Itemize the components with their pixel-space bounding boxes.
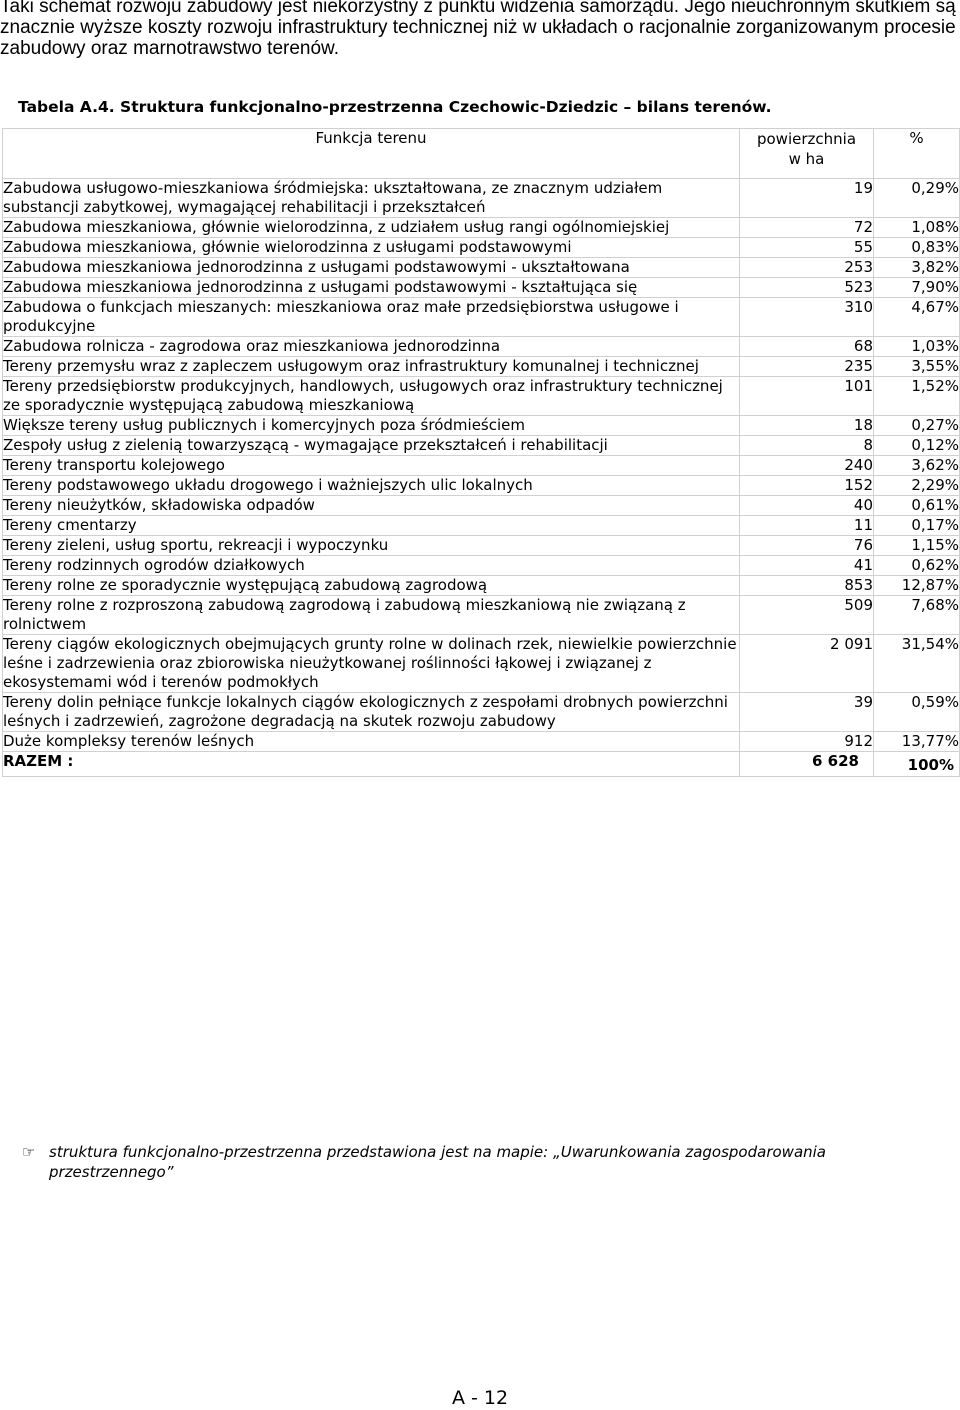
table-row — [3, 536, 960, 556]
table-row — [3, 496, 960, 516]
row-function: Tereny dolin pełniące funkcje lokalnych ciągów ekologicznych z zespołami drobnych powierzchni leśnych i zadrzewień, zagrożone degradacją na skutek rozwoju zabudowy — [3, 693, 740, 732]
table-row — [3, 693, 960, 732]
row-function: Większe tereny usług publicznych i komercyjnych poza śródmieściem — [3, 416, 740, 436]
row-area: 39 — [740, 693, 874, 732]
header-area-line2: w ha — [788, 150, 825, 168]
row-area: 40 — [740, 496, 874, 516]
row-percent: 3,82% — [874, 258, 960, 278]
row-function: Tereny transportu kolejowego — [3, 456, 740, 476]
row-area: 41 — [740, 556, 874, 576]
table-row — [3, 278, 960, 298]
row-function: Tereny rolne z rozproszoną zabudową zagrodową i zabudową mieszkaniową nie związaną z rolnictwem — [3, 596, 740, 635]
row-function: Tereny ciągów ekologicznych obejmujących grunty rolne w dolinach rzek, niewielkie powierzchnie leśne i zadrzewienia oraz zbiorowiska nieużytkowanej roślinności łąkowej i związanej z ekosystemami wód i terenów podmokłych — [3, 635, 740, 693]
row-area: 19 — [740, 179, 874, 218]
table-row — [3, 596, 960, 635]
row-function: Tereny przemysłu wraz z zapleczem usługowym oraz infrastruktury komunalnej i technicznej — [3, 357, 740, 377]
row-area: 11 — [740, 516, 874, 536]
row-area: 152 — [740, 476, 874, 496]
row-function: Tereny zieleni, usług sportu, rekreacji i wypoczynku — [3, 536, 740, 556]
row-percent: 0,29% — [874, 179, 960, 218]
table-row — [3, 377, 960, 416]
row-function: Zabudowa rolnicza - zagrodowa oraz mieszkaniowa jednorodzinna — [3, 337, 740, 357]
intro-paragraph: Taki schemat rozwoju zabudowy jest niekorzystny z punktu widzenia samorządu. Jego nieuchronnym skutkiem są znacznie wyższe koszty rozwoju infrastruktury technicznej niż w układach o racjonalnie zorganizowanym procesie zabudowy oraz marnotrawstwo terenów. — [0, 0, 956, 59]
header-percent: % — [874, 129, 960, 179]
row-area: 18 — [740, 416, 874, 436]
table-row — [3, 357, 960, 377]
row-function: Zabudowa usługowo-mieszkaniowa śródmiejska: ukształtowana, ze znacznym udziałem substancji zabytkowej, wymagającej rehabilitacji i przekształceń — [3, 179, 740, 218]
row-percent: 12,87% — [874, 576, 960, 596]
row-function: Zabudowa mieszkaniowa, głównie wielorodzinna, z udziałem usług rangi ogólnomiejskiej — [3, 218, 740, 238]
table-row — [3, 476, 960, 496]
row-function: Zabudowa mieszkaniowa, głównie wielorodzinna z usługami podstawowymi — [3, 238, 740, 258]
row-area: 68 — [740, 337, 874, 357]
header-function: Funkcja terenu — [3, 129, 740, 179]
table-row — [3, 258, 960, 278]
total-area: 6 628 — [740, 752, 874, 777]
row-area: 55 — [740, 238, 874, 258]
table-row — [3, 298, 960, 337]
table-row — [3, 238, 960, 258]
total-percent: 100% — [874, 752, 960, 777]
row-function: Tereny rolne ze sporadycznie występującą zabudową zagrodową — [3, 576, 740, 596]
row-percent: 13,77% — [874, 732, 960, 752]
table-row — [3, 218, 960, 238]
row-function: Zespoły usług z zielenią towarzyszącą - wymagające przekształceń i rehabilitacji — [3, 436, 740, 456]
header-area-line1: powierzchnia — [756, 130, 857, 148]
row-percent: 1,03% — [874, 337, 960, 357]
page-number: A - 12 — [451, 1387, 509, 1409]
row-percent: 2,29% — [874, 476, 960, 496]
table-row — [3, 179, 960, 218]
row-area: 240 — [740, 456, 874, 476]
row-area: 72 — [740, 218, 874, 238]
header-area — [740, 129, 874, 179]
map-reference-note — [22, 1142, 922, 1182]
row-function: Duże kompleksy terenów leśnych — [3, 732, 740, 752]
table-row — [3, 732, 960, 752]
row-function: Zabudowa mieszkaniowa jednorodzinna z usługami podstawowymi - kształtująca się — [3, 278, 740, 298]
row-percent: 4,67% — [874, 298, 960, 337]
row-percent: 0,12% — [874, 436, 960, 456]
row-function: Zabudowa mieszkaniowa jednorodzinna z usługami podstawowymi - ukształtowana — [3, 258, 740, 278]
row-percent: 0,62% — [874, 556, 960, 576]
row-function: Tereny nieużytków, składowiska odpadów — [3, 496, 740, 516]
row-percent: 0,61% — [874, 496, 960, 516]
row-function: Tereny podstawowego układu drogowego i ważniejszych ulic lokalnych — [3, 476, 740, 496]
note-text: struktura funkcjonalno-przestrzenna przedstawiona jest na mapie: „Uwarunkowania zagospodarowania przestrzennego” — [49, 1143, 826, 1181]
row-percent: 1,15% — [874, 536, 960, 556]
row-area: 2 091 — [740, 635, 874, 693]
table-row — [3, 416, 960, 436]
row-percent: 3,62% — [874, 456, 960, 476]
row-area: 8 — [740, 436, 874, 456]
row-percent: 3,55% — [874, 357, 960, 377]
row-area: 912 — [740, 732, 874, 752]
row-area: 509 — [740, 596, 874, 635]
row-percent: 0,27% — [874, 416, 960, 436]
row-area: 523 — [740, 278, 874, 298]
row-area: 76 — [740, 536, 874, 556]
table-row — [3, 456, 960, 476]
total-label: RAZEM : — [3, 752, 740, 777]
row-function: Tereny przedsiębiorstw produkcyjnych, handlowych, usługowych oraz infrastruktury technicznej ze sporadycznie występującą zabudową mieszkaniową — [3, 377, 740, 416]
total-row — [3, 752, 960, 777]
table-row — [3, 337, 960, 357]
row-function: Zabudowa o funkcjach mieszanych: mieszkaniowa oraz małe przedsiębiorstwa usługowe i produkcyjne — [3, 298, 740, 337]
table-row — [3, 556, 960, 576]
row-area: 253 — [740, 258, 874, 278]
row-area: 310 — [740, 298, 874, 337]
table-row — [3, 635, 960, 693]
table-row — [3, 516, 960, 536]
row-function: Tereny cmentarzy — [3, 516, 740, 536]
row-percent: 7,90% — [874, 278, 960, 298]
row-area: 853 — [740, 576, 874, 596]
row-percent: 0,59% — [874, 693, 960, 732]
row-percent: 31,54% — [874, 635, 960, 693]
pointing-hand-icon: ☞ — [22, 1143, 36, 1161]
row-percent: 0,17% — [874, 516, 960, 536]
table-caption: Tabela A.4. Struktura funkcjonalno-przestrzenna Czechowic-Dziedzic – bilans terenów. — [18, 98, 772, 116]
row-percent: 1,08% — [874, 218, 960, 238]
table-row — [3, 436, 960, 456]
row-area: 101 — [740, 377, 874, 416]
row-percent: 7,68% — [874, 596, 960, 635]
row-percent: 1,52% — [874, 377, 960, 416]
table-row — [3, 576, 960, 596]
row-area: 235 — [740, 357, 874, 377]
row-function: Tereny rodzinnych ogrodów działkowych — [3, 556, 740, 576]
land-balance-table — [2, 128, 960, 777]
table-body — [3, 179, 960, 752]
row-percent: 0,83% — [874, 238, 960, 258]
table-header-row — [3, 129, 960, 179]
